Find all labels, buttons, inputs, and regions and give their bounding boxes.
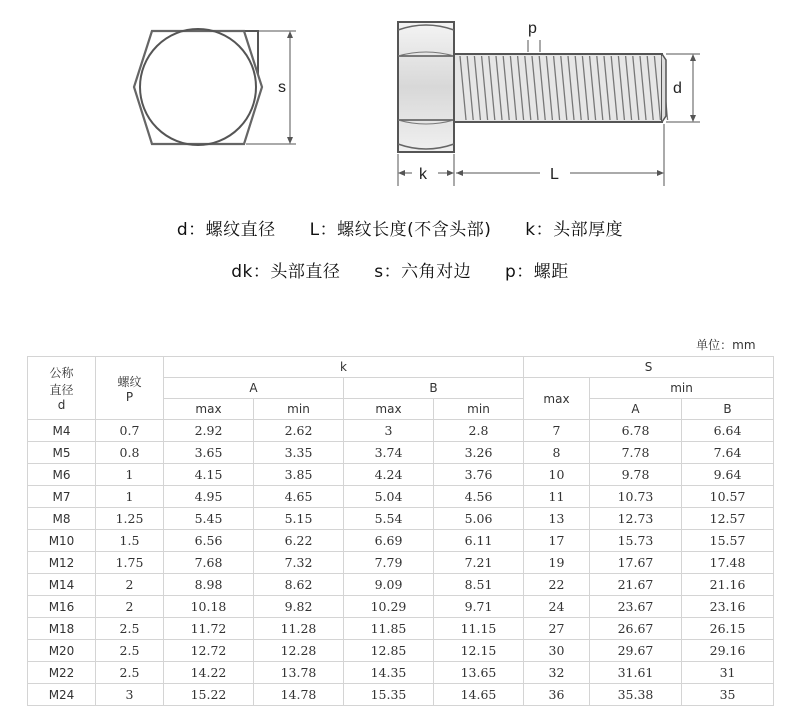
legend-line-2 <box>0 257 800 282</box>
table-cell: 2 <box>96 574 164 596</box>
table-cell: 11.72 <box>164 618 254 640</box>
table-cell: 36 <box>524 684 590 706</box>
header-pitch-line2: P <box>125 389 134 404</box>
table-cell: 15.22 <box>164 684 254 706</box>
table-row <box>28 596 774 618</box>
header-s: S <box>524 357 774 378</box>
table-cell: 11.85 <box>344 618 434 640</box>
table-cell: 6.56 <box>164 530 254 552</box>
table-cell: 27 <box>524 618 590 640</box>
table-cell: 26.67 <box>590 618 682 640</box>
table-cell: 35 <box>682 684 774 706</box>
table-cell: 31.61 <box>590 662 682 684</box>
table-cell: 14.65 <box>434 684 524 706</box>
table-cell: 2.5 <box>96 640 164 662</box>
table-cell: 10.73 <box>590 486 682 508</box>
table-cell: 2.62 <box>254 420 344 442</box>
table-cell: 3 <box>344 420 434 442</box>
legend-item-dk: dk：头部直径 <box>231 262 341 282</box>
table-cell: 5.15 <box>254 508 344 530</box>
table-cell: 24 <box>524 596 590 618</box>
table-row <box>28 464 774 486</box>
header-row-1 <box>28 357 774 378</box>
bolt-diagram <box>0 0 800 200</box>
table-cell: 4.24 <box>344 464 434 486</box>
table-cell: M4 <box>28 420 96 442</box>
table-cell: M7 <box>28 486 96 508</box>
unit-label: 单位：mm <box>28 332 774 357</box>
table-cell: 13.65 <box>434 662 524 684</box>
table-cell: 12.57 <box>682 508 774 530</box>
table-row <box>28 552 774 574</box>
table-cell: 7.79 <box>344 552 434 574</box>
table-cell: 10.29 <box>344 596 434 618</box>
table-cell: 8.98 <box>164 574 254 596</box>
table-cell: 8 <box>524 442 590 464</box>
table-cell: 9.78 <box>590 464 682 486</box>
table-cell: 12.28 <box>254 640 344 662</box>
header-kB-min: min <box>434 399 524 420</box>
table-row <box>28 684 774 706</box>
table-cell: 4.65 <box>254 486 344 508</box>
table-cell: 12.85 <box>344 640 434 662</box>
table-cell: 5.54 <box>344 508 434 530</box>
table-cell: 10.57 <box>682 486 774 508</box>
unit-row <box>28 332 774 357</box>
table-cell: 1 <box>96 464 164 486</box>
spec-table-body <box>28 420 774 706</box>
table-cell: 17.67 <box>590 552 682 574</box>
table-cell: 31 <box>682 662 774 684</box>
table-cell: 11.15 <box>434 618 524 640</box>
table-cell: 35.38 <box>590 684 682 706</box>
dim-label-p: p <box>528 20 537 37</box>
table-cell: 1 <box>96 486 164 508</box>
table-cell: 7.78 <box>590 442 682 464</box>
table-cell: 10 <box>524 464 590 486</box>
table-cell: M16 <box>28 596 96 618</box>
table-cell: 5.06 <box>434 508 524 530</box>
header-s-max: max <box>524 378 590 420</box>
header-pitch-line1: 螺纹 <box>117 374 142 389</box>
table-row <box>28 420 774 442</box>
table-cell: 32 <box>524 662 590 684</box>
table-cell: 2.5 <box>96 618 164 640</box>
table-cell: 5.04 <box>344 486 434 508</box>
table-cell: 15.35 <box>344 684 434 706</box>
table-cell: 2.5 <box>96 662 164 684</box>
header-smin-A: A <box>590 399 682 420</box>
table-cell: 3.35 <box>254 442 344 464</box>
table-cell: M12 <box>28 552 96 574</box>
table-row <box>28 574 774 596</box>
table-cell: 23.16 <box>682 596 774 618</box>
dim-label-L: L <box>550 166 559 183</box>
table-cell: 13.78 <box>254 662 344 684</box>
table-cell: 13 <box>524 508 590 530</box>
table-cell: 17.48 <box>682 552 774 574</box>
table-cell: M14 <box>28 574 96 596</box>
table-cell: 6.69 <box>344 530 434 552</box>
table-cell: M10 <box>28 530 96 552</box>
dim-label-d: d <box>673 80 682 97</box>
table-cell: 7.21 <box>434 552 524 574</box>
table-cell: 9.64 <box>682 464 774 486</box>
table-cell: 22 <box>524 574 590 596</box>
table-cell: 3.85 <box>254 464 344 486</box>
table-row <box>28 640 774 662</box>
table-cell: 14.35 <box>344 662 434 684</box>
table-cell: 7 <box>524 420 590 442</box>
header-k-B: B <box>344 378 524 399</box>
bolt-side-view <box>398 22 700 186</box>
legend-line-1 <box>0 215 800 240</box>
header-kB-max: max <box>344 399 434 420</box>
table-cell: 8.51 <box>434 574 524 596</box>
table-cell: 26.15 <box>682 618 774 640</box>
table-cell: 9.82 <box>254 596 344 618</box>
table-cell: 7.32 <box>254 552 344 574</box>
dim-label-k: k <box>419 166 427 183</box>
table-cell: 1.5 <box>96 530 164 552</box>
table-cell: 0.7 <box>96 420 164 442</box>
table-cell: 6.78 <box>590 420 682 442</box>
table-cell: 15.57 <box>682 530 774 552</box>
table-cell: 1.75 <box>96 552 164 574</box>
table-cell: 21.16 <box>682 574 774 596</box>
table-cell: 14.22 <box>164 662 254 684</box>
legend-item-L: L：螺纹长度(不含头部) <box>309 220 492 240</box>
table-row <box>28 508 774 530</box>
legend-item-p: p：螺距 <box>505 262 569 282</box>
table-cell: M6 <box>28 464 96 486</box>
hex-head-front-view <box>134 29 296 145</box>
header-k-A: A <box>164 378 344 399</box>
header-kA-max: max <box>164 399 254 420</box>
table-cell: 7.64 <box>682 442 774 464</box>
table-row <box>28 530 774 552</box>
table-cell: 6.11 <box>434 530 524 552</box>
table-cell: 1.25 <box>96 508 164 530</box>
table-cell: 12.73 <box>590 508 682 530</box>
header-nominal-line2: 直径 <box>49 383 74 397</box>
table-cell: 6.64 <box>682 420 774 442</box>
table-cell: 11.28 <box>254 618 344 640</box>
header-s-min: min <box>590 378 774 399</box>
table-row <box>28 618 774 640</box>
table-cell: 0.8 <box>96 442 164 464</box>
table-row <box>28 442 774 464</box>
table-cell: 19 <box>524 552 590 574</box>
table-cell: 23.67 <box>590 596 682 618</box>
table-cell: M24 <box>28 684 96 706</box>
table-cell: 5.45 <box>164 508 254 530</box>
table-cell: 9.71 <box>434 596 524 618</box>
table-cell: 4.56 <box>434 486 524 508</box>
bolt-spec-table <box>27 332 774 706</box>
table-cell: 12.72 <box>164 640 254 662</box>
table-cell: 3.26 <box>434 442 524 464</box>
table-cell: 2.8 <box>434 420 524 442</box>
table-cell: M18 <box>28 618 96 640</box>
header-smin-B: B <box>682 399 774 420</box>
table-cell: 7.68 <box>164 552 254 574</box>
table-cell: 6.22 <box>254 530 344 552</box>
table-cell: M5 <box>28 442 96 464</box>
legend-item-d: d：螺纹直径 <box>176 220 276 240</box>
table-cell: 9.09 <box>344 574 434 596</box>
table-cell: 3.76 <box>434 464 524 486</box>
table-cell: 17 <box>524 530 590 552</box>
table-row <box>28 662 774 684</box>
header-nominal-line3: d <box>57 398 66 412</box>
legend-item-s: s：六角对边 <box>374 262 472 282</box>
table-cell: 4.15 <box>164 464 254 486</box>
table-cell: 8.62 <box>254 574 344 596</box>
table-cell: 11 <box>524 486 590 508</box>
table-cell: 12.15 <box>434 640 524 662</box>
table-cell: 15.73 <box>590 530 682 552</box>
table-cell: 30 <box>524 640 590 662</box>
table-cell: M20 <box>28 640 96 662</box>
table-cell: 10.18 <box>164 596 254 618</box>
table-cell: 2 <box>96 596 164 618</box>
table-cell: 29.16 <box>682 640 774 662</box>
table-cell: 29.67 <box>590 640 682 662</box>
header-k: k <box>164 357 524 378</box>
table-cell: 4.95 <box>164 486 254 508</box>
header-nominal-diameter <box>28 357 96 420</box>
table-cell: 3 <box>96 684 164 706</box>
header-nominal-line1: 公称 <box>49 366 74 380</box>
table-cell: M8 <box>28 508 96 530</box>
table-row <box>28 486 774 508</box>
table-cell: M22 <box>28 662 96 684</box>
table-cell: 21.67 <box>590 574 682 596</box>
table-cell: 14.78 <box>254 684 344 706</box>
header-kA-min: min <box>254 399 344 420</box>
table-cell: 3.74 <box>344 442 434 464</box>
table-cell: 2.92 <box>164 420 254 442</box>
legend-item-k: k：头部厚度 <box>525 220 624 240</box>
table-cell: 3.65 <box>164 442 254 464</box>
header-pitch <box>96 357 164 420</box>
dim-label-s: s <box>278 79 286 96</box>
